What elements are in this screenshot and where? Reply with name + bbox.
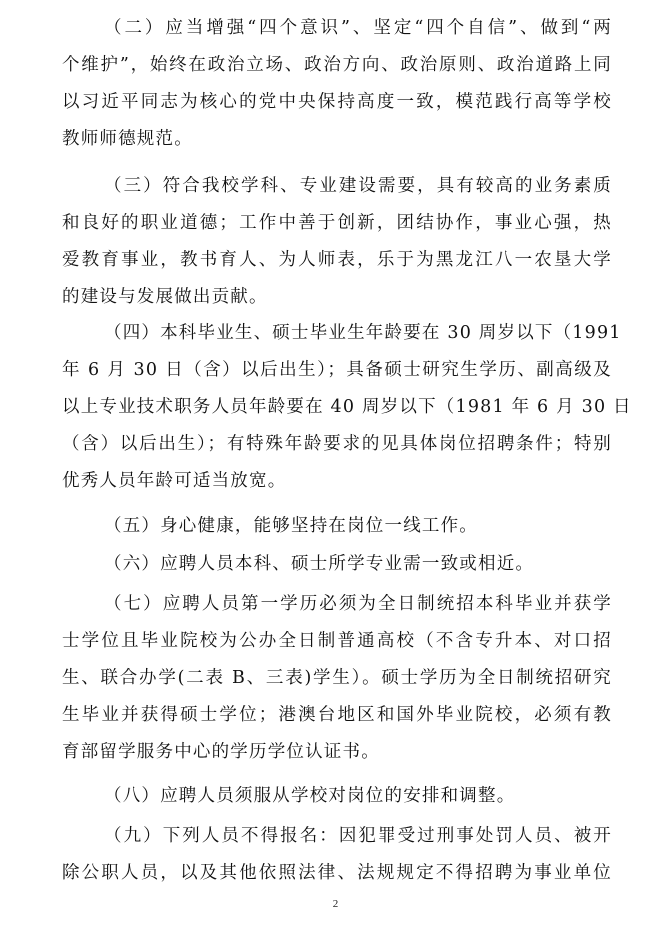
paragraph-item-9 [62, 818, 612, 892]
paragraph-item-3 [62, 168, 612, 316]
text-line: （八）应聘人员须服从学校对岗位的安排和调整。 [104, 786, 516, 806]
text-line: （七）应聘人员第一学历必须为全日制统招本科毕业并获学 [104, 594, 612, 614]
text-line: （五）身心健康，能够坚持在岗位一线工作。 [104, 516, 478, 536]
text-line: 生、联合办学(二表 B、三表)学生）。硕士学历为全日制统招研究 [62, 668, 612, 688]
text-line: 以上专业技术职务人员年龄要在 40 周岁以下（1981 年 6 月 30 日 [62, 397, 632, 417]
text-line: 士学位且毕业院校为公办全日制普通高校（不含专升本、对口招 [62, 631, 612, 651]
text-line: 年 6 月 30 日（含）以后出生）；具备硕士研究生学历、副高级及 [62, 360, 612, 380]
text-line: （六）应聘人员本科、硕士所学专业需一致或相近。 [104, 554, 535, 574]
text-line: 除公职人员，以及其他依照法律、法规规定不得招聘为事业单位 [62, 863, 612, 883]
text-line: （九）下列人员不得报名：因犯罪受过刑事处罚人员、被开 [104, 826, 612, 846]
text-line: 爱教育事业，教书育人、为人师表，乐于为黑龙江八一农垦大学 [62, 250, 612, 270]
text-line: 个维护”，始终在政治立场、政治方向、政治原则、政治道路上同 [62, 55, 612, 75]
text-line: （四）本科毕业生、硕士毕业生年龄要在 30 周岁以下（1991 [104, 323, 622, 343]
text-line: （二）应当增强“四个意识”、坚定“四个自信”、做到“两 [104, 18, 612, 38]
page-number: 2 [332, 898, 339, 910]
text-line: （三）符合我校学科、专业建设需要，具有较高的业务素质 [104, 176, 612, 196]
paragraph-item-4 [62, 315, 632, 500]
text-line: 育部留学服务中心的学历学位认证书。 [62, 742, 380, 762]
paragraph-item-5 [62, 508, 612, 545]
paragraph-item-7 [62, 586, 612, 771]
paragraph-item-8 [62, 778, 612, 815]
text-line: 以习近平同志为核心的党中央保持高度一致，模范践行高等学校 [62, 92, 612, 112]
text-line: 生毕业并获得硕士学位；港澳台地区和国外毕业院校，必须有教 [62, 705, 612, 725]
text-line: （含）以后出生）；有特殊年龄要求的见具体岗位招聘条件；特别 [62, 434, 612, 454]
text-line: 优秀人员年龄可适当放宽。 [62, 471, 287, 491]
paragraph-item-6 [62, 546, 612, 583]
paragraph-item-2 [62, 10, 612, 158]
text-line: 的建设与发展做出贡献。 [62, 287, 268, 307]
text-line: 教师师德规范。 [62, 129, 193, 149]
text-line: 和良好的职业道德；工作中善于创新，团结协作，事业心强，热 [62, 213, 612, 233]
